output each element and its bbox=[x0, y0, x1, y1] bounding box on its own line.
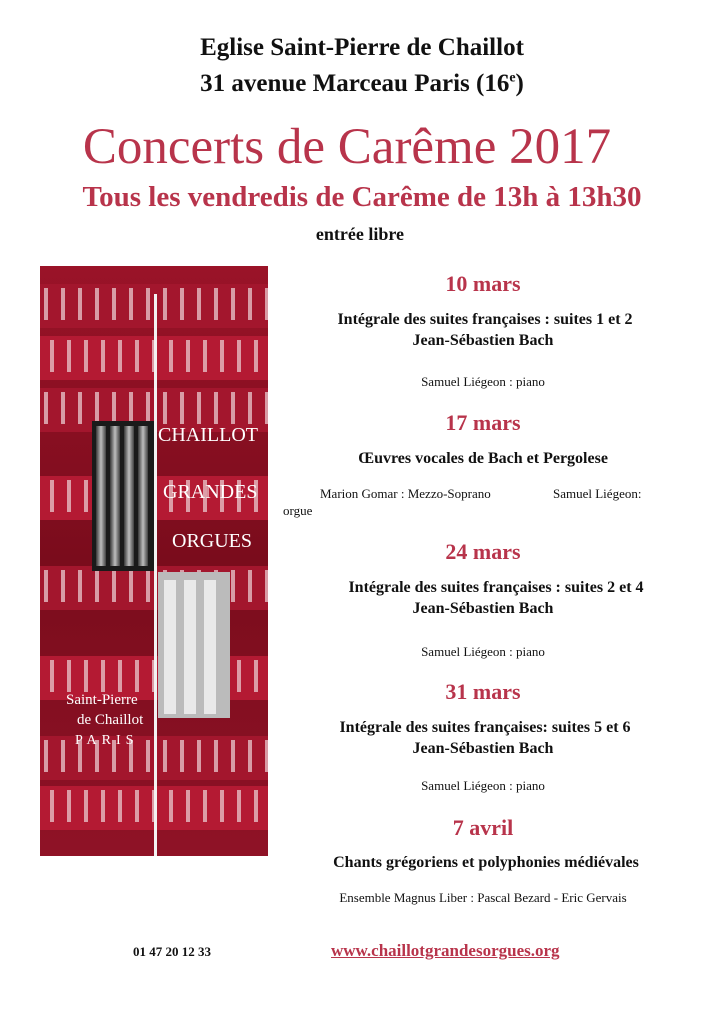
concert-work: Intégrale des suites françaises : suites 2 et 4 bbox=[348, 579, 644, 596]
poster-line-orgues: ORGUES bbox=[172, 530, 253, 552]
concert-performers: Samuel Liégeon : piano bbox=[421, 644, 545, 659]
concert-work: Œuvres vocales de Bach et Pergolese bbox=[358, 450, 608, 467]
address-close: ) bbox=[515, 70, 524, 97]
phone-number: 01 47 20 12 33 bbox=[133, 944, 211, 959]
concert-performers: Samuel Liégeon : piano bbox=[421, 374, 545, 389]
poster-image bbox=[40, 266, 268, 856]
poster-line-grandes: GRANDES bbox=[163, 481, 258, 503]
concert-date: 7 avril bbox=[452, 815, 514, 840]
poster-line-chaillot: CHAILLOT bbox=[158, 424, 258, 446]
concert-composer: Jean-Sébastien Bach bbox=[412, 600, 554, 617]
church-name: Eglise Saint-Pierre de Chaillot bbox=[200, 34, 524, 61]
organ-keys-illustration bbox=[40, 266, 268, 856]
concert-date: 10 mars bbox=[445, 271, 521, 296]
concert-date: 17 mars bbox=[445, 410, 521, 435]
concert-performers-organ: Samuel Liégeon: bbox=[553, 486, 642, 501]
poster-place-paris: PARIS bbox=[75, 733, 139, 748]
concert-work: Intégrale des suites françaises: suites 5 et 6 bbox=[339, 719, 631, 736]
concert-performers-organ-role: orgue bbox=[283, 503, 313, 518]
concert-date: 24 mars bbox=[445, 539, 521, 564]
address-superscript: e bbox=[509, 70, 516, 86]
concert-performers: Samuel Liégeon : piano bbox=[421, 778, 545, 793]
concert-performers: Ensemble Magnus Liber : Pascal Bezard - Eric Gervais bbox=[339, 890, 627, 905]
concert-composer: Jean-Sébastien Bach bbox=[412, 332, 554, 349]
address-text: 31 avenue Marceau Paris (16 bbox=[200, 70, 510, 97]
entry-note: entrée libre bbox=[315, 224, 405, 244]
church-address bbox=[0, 70, 724, 98]
concert-composer: Jean-Sébastien Bach bbox=[412, 740, 554, 757]
page-title: Concerts de Carême 2017 bbox=[82, 119, 612, 175]
concert-performers: Marion Gomar : Mezzo-Soprano bbox=[320, 486, 491, 501]
poster-place-saint-pierre: Saint-Pierre bbox=[66, 692, 138, 708]
concert-work: Chants grégoriens et polyphonies médiévales bbox=[333, 854, 639, 871]
page-subtitle: Tous les vendredis de Carême de 13h à 13h30 bbox=[82, 181, 642, 213]
website-link[interactable]: www.chaillotgrandesorgues.org bbox=[331, 941, 560, 960]
concert-work: Intégrale des suites françaises : suites 1 et 2 bbox=[337, 311, 633, 328]
poster-place-de-chaillot: de Chaillot bbox=[77, 712, 144, 728]
concert-date: 31 mars bbox=[445, 679, 521, 704]
